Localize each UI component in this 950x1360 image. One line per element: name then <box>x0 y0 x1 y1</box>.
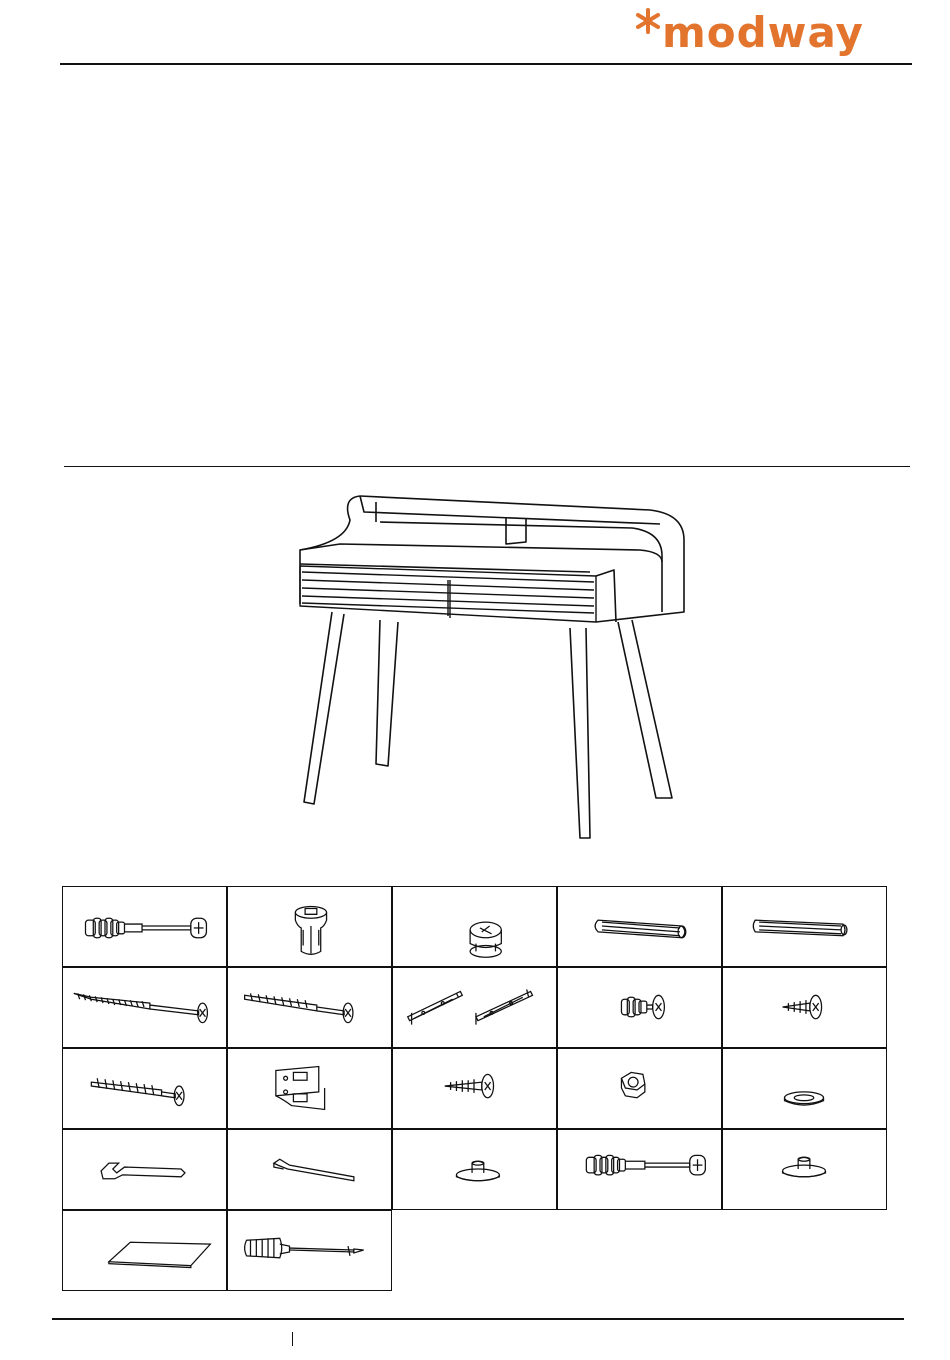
part-cell <box>227 1210 392 1291</box>
cam-bolt-icon <box>63 887 226 966</box>
part-cell <box>392 967 557 1048</box>
allen-key-icon <box>228 1130 391 1209</box>
part-cell <box>62 1210 227 1291</box>
part-cell <box>392 886 557 967</box>
medium-screw-icon <box>228 968 391 1047</box>
part-cell <box>62 1129 227 1210</box>
short-bolt-icon <box>558 968 721 1047</box>
header-divider <box>60 63 912 65</box>
small-phillips-screw-icon <box>723 968 886 1047</box>
part-cell <box>62 1048 227 1129</box>
wood-screw-icon <box>63 1049 226 1128</box>
felt-glide-icon <box>723 1130 886 1209</box>
part-cell <box>557 886 722 967</box>
part-cell <box>227 1048 392 1129</box>
part-cell <box>722 886 887 967</box>
hardware-parts-grid <box>62 886 890 1296</box>
brand-name: modway <box>662 8 864 57</box>
wrench-tool-icon <box>63 1130 226 1209</box>
long-screw-icon <box>63 968 226 1047</box>
part-cell <box>227 886 392 967</box>
cam-lock-nut-icon <box>393 887 556 966</box>
part-cell <box>722 1048 887 1129</box>
felt-glide-icon <box>393 1130 556 1209</box>
desk-illustration <box>280 472 700 852</box>
angle-bracket-icon <box>228 1049 391 1128</box>
cam-lock-housing-icon <box>228 887 391 966</box>
hex-nut-icon <box>558 1049 721 1128</box>
part-cell <box>557 967 722 1048</box>
part-cell <box>227 967 392 1048</box>
screwdriver-icon <box>228 1211 391 1290</box>
felt-pad-icon <box>63 1211 226 1290</box>
flat-washer-icon <box>723 1049 886 1128</box>
part-cell <box>557 1129 722 1210</box>
footer-separator <box>292 1332 293 1346</box>
part-cell <box>392 1129 557 1210</box>
small-wood-dowel-icon <box>723 887 886 966</box>
part-cell <box>722 1129 887 1210</box>
section-divider <box>64 466 910 467</box>
part-cell <box>557 1048 722 1129</box>
part-cell <box>62 886 227 967</box>
brand-logo <box>634 4 874 68</box>
part-cell <box>227 1129 392 1210</box>
asterisk-icon <box>634 4 662 38</box>
part-cell <box>722 967 887 1048</box>
cam-bolt-icon <box>558 1130 721 1209</box>
tapping-screw-icon <box>393 1049 556 1128</box>
part-cell <box>392 1048 557 1129</box>
footer-divider <box>52 1318 904 1320</box>
large-wood-dowel-icon <box>558 887 721 966</box>
part-cell <box>62 967 227 1048</box>
drawer-slide-pair-icon <box>393 968 556 1047</box>
